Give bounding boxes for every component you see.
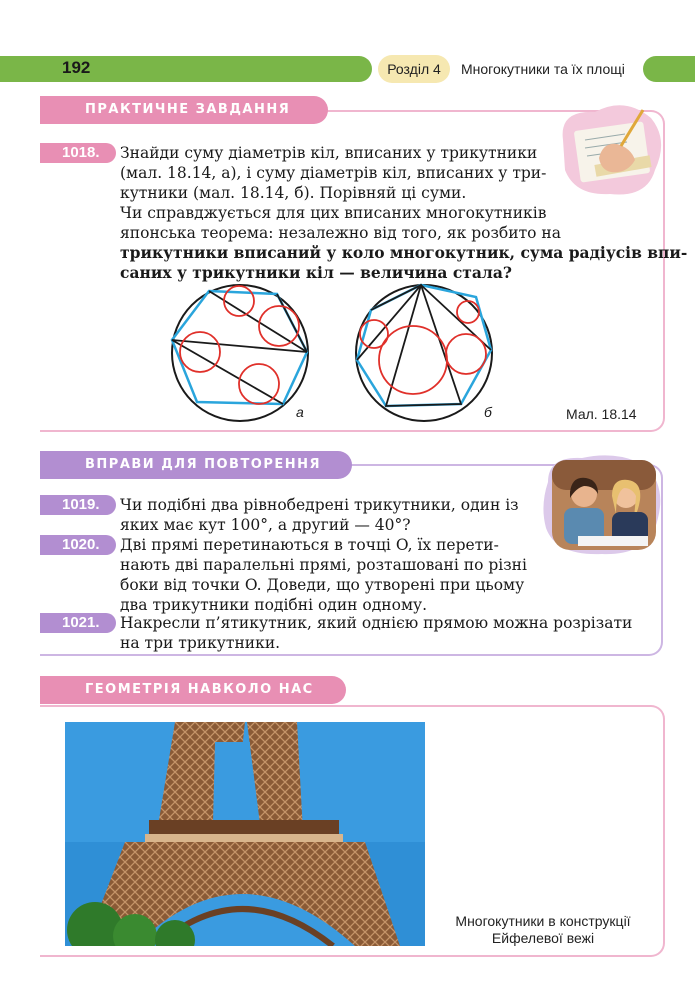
task-1018-line-2: (мал. 18.14, а), і суму діаметрів кіл, вписаних у три-	[120, 164, 547, 182]
figure-18-14-b	[351, 280, 497, 426]
task-1020-line-2: нають дві паралельні прямі, розташовані по різні	[120, 556, 527, 574]
photo-caption-line-2: Ейфелевої вежі	[491, 930, 595, 946]
header-bar-right	[643, 56, 695, 82]
figure-label-a: а	[296, 404, 304, 420]
task-1020-line-3: боки від точки O. Доведи, що утворені при цьому	[120, 576, 525, 594]
task-1021-line-1: Накресли п’ятикутник, який однією прямою можна розрізати	[120, 614, 633, 632]
task-1018-line-1: Знайди суму діаметрів кіл, вписаних у трикутники	[120, 144, 538, 162]
task-1018-line-5: японська теорема: незалежно від того, як розбито на	[120, 224, 561, 242]
writing-hand-image	[555, 100, 665, 200]
figure-18-14-a	[167, 280, 313, 426]
task-1018-line-3: кутники (мал. 18.14, б). Порівняй ці суми.	[120, 184, 467, 202]
students-photo	[538, 452, 666, 560]
figure-caption: Мал. 18.14	[566, 406, 637, 422]
review-heading: ВПРАВИ ДЛЯ ПОВТОРЕННЯ	[40, 451, 352, 479]
task-1018-line-7: саних у трикутники кіл — величина стала?	[120, 263, 512, 282]
task-number-1021: 1021.	[40, 613, 116, 633]
task-number-1018: 1018.	[40, 143, 116, 163]
chapter-title: Многокутники та їх площі	[461, 61, 625, 77]
task-1018-line-6: трикутники вписаний у коло многокутник, сума радіусів впи-	[120, 243, 688, 262]
task-1020-line-4: два трикутники подібні один одному.	[120, 596, 428, 614]
task-1021-line-2: на три трикутники.	[120, 634, 281, 652]
photo-caption-line-1: Многокутники в конструкції	[455, 913, 631, 929]
task-1020-line-1: Дві прямі перетинаються в точці O, їх перети-	[120, 536, 499, 554]
task-1018-line-4: Чи справджується для цих вписаних многокутників	[120, 204, 547, 222]
page-number: 192	[62, 58, 91, 77]
practical-heading: ПРАКТИЧНЕ ЗАВДАННЯ	[40, 96, 328, 124]
section-chip: Розділ 4	[378, 55, 450, 83]
task-number-1019: 1019.	[40, 495, 116, 515]
task-number-1020: 1020.	[40, 535, 116, 555]
header-bar-left	[0, 56, 372, 82]
figure-label-b: б	[484, 404, 492, 420]
around-heading: ГЕОМЕТРІЯ НАВКОЛО НАС	[40, 676, 346, 704]
task-1019-line-1: Чи подібні два рівнобедрені трикутники, один із	[120, 496, 519, 514]
task-1019-line-2: яких має кут 100°, а другий — 40°?	[120, 516, 411, 534]
eiffel-tower-photo	[65, 722, 425, 946]
